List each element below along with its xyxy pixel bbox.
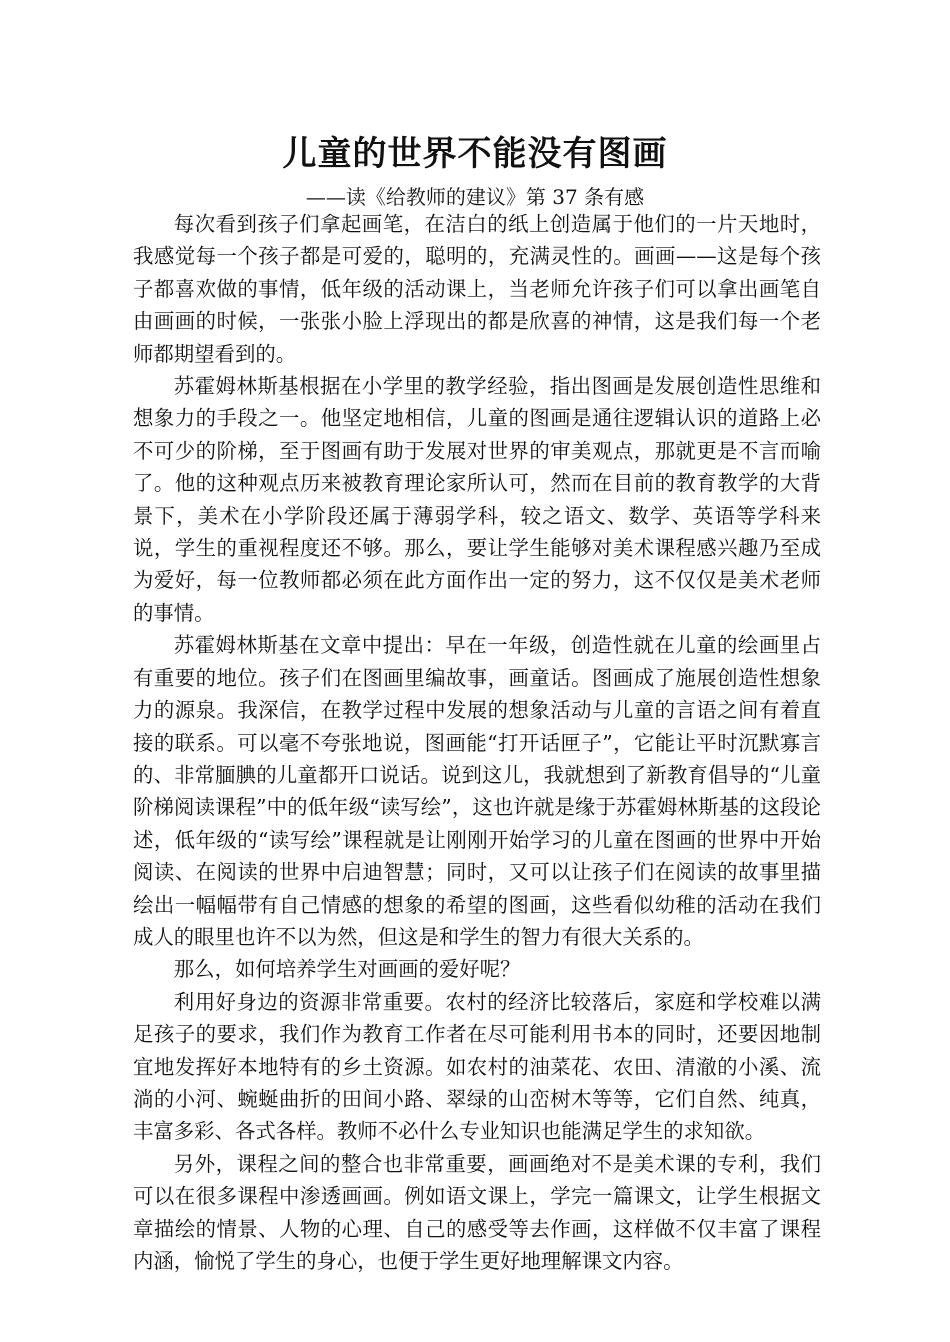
paragraph-3: 苏霍姆林斯基在文章中提出：早在一年级，创造性就在儿童的绘画里占有重要的地位。孩子们在图画里编故事，画童话。图画成了施展创造性想象力的源泉。我深信，在教学过程中发展的想象活动与儿童的言语之间有着直接的联系。可以毫不夸张地说，图画能“打开话匣子”，它能让平时沉默寡言的、非常腼腆的儿童都开口说话。说到这儿，我就想到了新教育倡导的“儿童阶梯阅读课程”中的低年级“读写绘”，这也许就是缘于苏霍姆林斯基的这段论述，低年级的“读写绘”课程就是让刚刚开始学习的儿童在图画的世界中开始阅读、在阅读的世界中启迪智慧；同时，又可以让孩子们在阅读的故事里描绘出一幅幅带有自己情感的想象的希望的图画，这些看似幼稚的活动在我们成人的眼里也许不以为然，但这是和学生的智力有很大关系的。	[133, 633, 821, 949]
paragraph-5: 利用好身边的资源非常重要。农村的经济比较落后，家庭和学校难以满足孩子的要求，我们作为教育工作者在尽可能利用书本的同时，还要因地制宜地发挥好本地特有的乡土资源。如农村的油菜花、农田、清澈的小溪、流淌的小河、蜿蜒曲折的田间小路、翠绿的山峦树木等等，它们自然、纯真，丰富多彩、各式各样。教师不必什么专业知识也能满足学生的求知欲。	[133, 989, 821, 1144]
page-title: 儿童的世界不能没有图画	[282, 134, 668, 174]
paragraph-4: 那么，如何培养学生对画画的爱好呢？	[173, 957, 521, 982]
page-subtitle: ——读《给教师的建议》第 37 条有感	[305, 185, 645, 209]
article-body	[133, 208, 821, 1277]
paragraph-2: 苏霍姆林斯基根据在小学里的教学经验，指出图画是发展创造性思维和想象力的手段之一。他坚定地相信，儿童的图画是通往逻辑认识的道路上必不可少的阶梯，至于图画有助于发展对世界的审美观点，那就更是不言而喻了。他的这种观点历来被教育理论家所认可，然而在目前的教育教学的大背景下，美术在小学阶段还属于薄弱学科，较之语文、数学、英语等学科来说，学生的重视程度还不够。那么，要让学生能够对美术课程感兴趣乃至成为爱好，每一位教师都必须在此方面作出一定的努力，这不仅仅是美术老师的事情。	[133, 374, 821, 625]
paragraph-1: 每次看到孩子们拿起画笔，在洁白的纸上创造属于他们的一片天地时，我感觉每一个孩子都是可爱的，聪明的，充满灵性的。画画——这是每个孩子都喜欢做的事情，低年级的活动课上，当老师允许孩子们可以拿出画笔自由画画的时候，一张张小脸上浮现出的都是欣喜的神情，这是我们每一个老师都期望看到的。	[133, 212, 821, 366]
paragraph-6: 另外，课程之间的整合也非常重要，画画绝对不是美术课的专利，我们可以在很多课程中渗透画画。例如语文课上，学完一篇课文，让学生根据文章描绘的情景、人物的心理、自己的感受等去作画，这样做不仅丰富了课程内涵，愉悦了学生的身心，也便于学生更好地理解课文内容。	[133, 1151, 821, 1273]
